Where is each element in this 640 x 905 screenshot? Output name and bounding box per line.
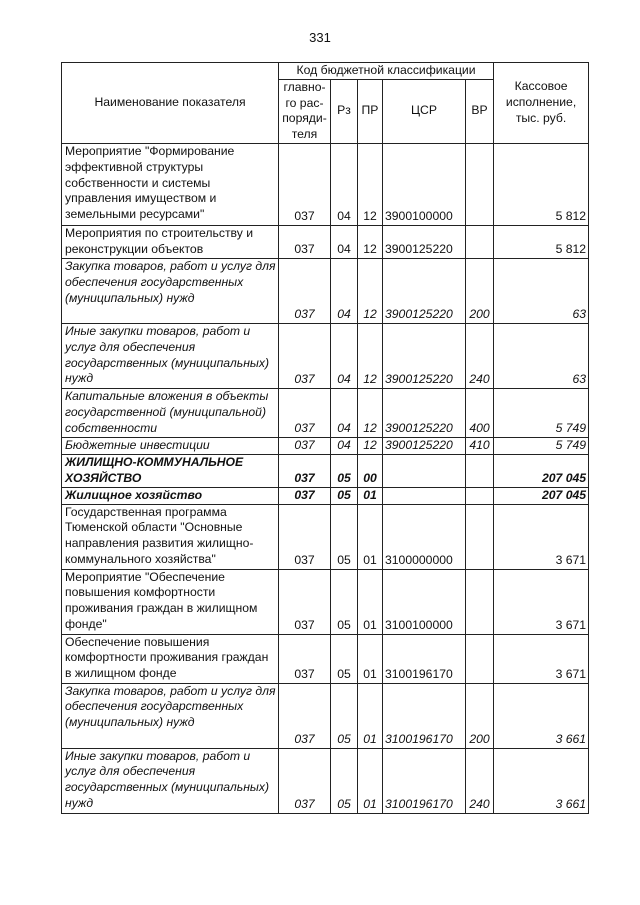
row-glavn: 037 bbox=[279, 225, 331, 258]
table-row bbox=[62, 569, 589, 634]
row-amount: 3 671 bbox=[494, 634, 589, 683]
row-glavn: 037 bbox=[279, 487, 331, 504]
header-amount: Кассовое исполнение, тыс. руб. bbox=[494, 63, 589, 144]
header-vr: ВР bbox=[466, 79, 494, 143]
row-rz: 04 bbox=[331, 323, 358, 388]
row-pr: 01 bbox=[358, 683, 383, 748]
row-amount: 5 812 bbox=[494, 225, 589, 258]
header-row-top bbox=[62, 63, 589, 80]
row-name: Жилищное хозяйство bbox=[62, 487, 279, 504]
row-glavn: 037 bbox=[279, 634, 331, 683]
row-csr: 3100196170 bbox=[383, 634, 466, 683]
row-amount: 3 661 bbox=[494, 683, 589, 748]
row-amount: 5 749 bbox=[494, 388, 589, 437]
row-name: Закупка товаров, работ и услуг для обеспечения государственных (муниципальных) нужд bbox=[62, 258, 279, 323]
row-pr: 12 bbox=[358, 143, 383, 225]
row-vr bbox=[466, 454, 494, 487]
row-pr: 01 bbox=[358, 634, 383, 683]
header-pr: ПР bbox=[358, 79, 383, 143]
table-row bbox=[62, 323, 589, 388]
row-name: Иные закупки товаров, работ и услуг для обеспечения государственных (муниципальных) нужд bbox=[62, 323, 279, 388]
row-glavn: 037 bbox=[279, 454, 331, 487]
row-pr: 12 bbox=[358, 258, 383, 323]
row-pr: 00 bbox=[358, 454, 383, 487]
row-csr: 3900125220 bbox=[383, 225, 466, 258]
row-vr: 400 bbox=[466, 388, 494, 437]
table-row bbox=[62, 487, 589, 504]
table-row bbox=[62, 454, 589, 487]
header-glavn: главно-го рас-поряди-теля bbox=[279, 79, 331, 143]
row-rz: 05 bbox=[331, 748, 358, 813]
row-csr: 3100196170 bbox=[383, 683, 466, 748]
row-csr: 3100000000 bbox=[383, 504, 466, 569]
row-vr: 240 bbox=[466, 748, 494, 813]
row-glavn: 037 bbox=[279, 569, 331, 634]
row-name: Иные закупки товаров, работ и услуг для обеспечения государственных (муниципальных) нужд bbox=[62, 748, 279, 813]
row-name: Обеспечение повышения комфортности проживания граждан в жилищном фонде bbox=[62, 634, 279, 683]
row-amount: 3 671 bbox=[494, 504, 589, 569]
table-row bbox=[62, 143, 589, 225]
table-row bbox=[62, 437, 589, 454]
row-vr bbox=[466, 225, 494, 258]
row-csr bbox=[383, 454, 466, 487]
row-vr bbox=[466, 569, 494, 634]
header-name: Наименование показателя bbox=[62, 63, 279, 144]
header-rz: Рз bbox=[331, 79, 358, 143]
row-csr: 3900125220 bbox=[383, 388, 466, 437]
row-rz: 04 bbox=[331, 437, 358, 454]
row-glavn: 037 bbox=[279, 258, 331, 323]
row-pr: 12 bbox=[358, 323, 383, 388]
row-pr: 12 bbox=[358, 437, 383, 454]
table-row bbox=[62, 683, 589, 748]
row-vr bbox=[466, 634, 494, 683]
row-glavn: 037 bbox=[279, 437, 331, 454]
row-pr: 12 bbox=[358, 388, 383, 437]
row-rz: 05 bbox=[331, 683, 358, 748]
row-name: Капитальные вложения в объекты государственной (муниципальной) собственности bbox=[62, 388, 279, 437]
row-rz: 05 bbox=[331, 454, 358, 487]
row-vr: 200 bbox=[466, 683, 494, 748]
row-vr bbox=[466, 487, 494, 504]
row-csr: 3900125220 bbox=[383, 258, 466, 323]
row-pr: 12 bbox=[358, 225, 383, 258]
row-name: Мероприятие "Формирование эффективной структуры собственности и системы управления имуществом и земельными ресурсами" bbox=[62, 143, 279, 225]
row-amount: 5 749 bbox=[494, 437, 589, 454]
row-glavn: 037 bbox=[279, 143, 331, 225]
row-csr bbox=[383, 487, 466, 504]
row-pr: 01 bbox=[358, 504, 383, 569]
row-amount: 207 045 bbox=[494, 454, 589, 487]
row-rz: 04 bbox=[331, 143, 358, 225]
row-name: Мероприятия по строительству и реконструкции объектов bbox=[62, 225, 279, 258]
row-csr: 3100100000 bbox=[383, 569, 466, 634]
header-csr: ЦСР bbox=[383, 79, 466, 143]
table-row bbox=[62, 748, 589, 813]
row-amount: 3 661 bbox=[494, 748, 589, 813]
row-glavn: 037 bbox=[279, 504, 331, 569]
row-rz: 04 bbox=[331, 225, 358, 258]
budget-table bbox=[61, 62, 589, 814]
table-row bbox=[62, 388, 589, 437]
row-rz: 05 bbox=[331, 634, 358, 683]
table-row bbox=[62, 634, 589, 683]
row-vr: 240 bbox=[466, 323, 494, 388]
row-vr bbox=[466, 504, 494, 569]
row-pr: 01 bbox=[358, 487, 383, 504]
row-rz: 05 bbox=[331, 487, 358, 504]
row-name: ЖИЛИЩНО-КОММУНАЛЬНОЕ ХОЗЯЙСТВО bbox=[62, 454, 279, 487]
row-csr: 3100196170 bbox=[383, 748, 466, 813]
row-amount: 207 045 bbox=[494, 487, 589, 504]
row-glavn: 037 bbox=[279, 388, 331, 437]
row-amount: 63 bbox=[494, 323, 589, 388]
row-vr: 200 bbox=[466, 258, 494, 323]
row-name: Закупка товаров, работ и услуг для обеспечения государственных (муниципальных) нужд bbox=[62, 683, 279, 748]
row-glavn: 037 bbox=[279, 323, 331, 388]
table-row bbox=[62, 258, 589, 323]
row-vr: 410 bbox=[466, 437, 494, 454]
row-rz: 05 bbox=[331, 569, 358, 634]
row-glavn: 037 bbox=[279, 748, 331, 813]
row-name: Бюджетные инвестиции bbox=[62, 437, 279, 454]
row-name: Мероприятие "Обеспечение повышения комфортности проживания граждан в жилищном фонде" bbox=[62, 569, 279, 634]
row-name: Государственная программа Тюменской области "Основные направления развития жилищно-коммунального хозяйства" bbox=[62, 504, 279, 569]
row-glavn: 037 bbox=[279, 683, 331, 748]
row-csr: 3900125220 bbox=[383, 437, 466, 454]
row-amount: 3 671 bbox=[494, 569, 589, 634]
row-pr: 01 bbox=[358, 569, 383, 634]
row-csr: 3900100000 bbox=[383, 143, 466, 225]
row-csr: 3900125220 bbox=[383, 323, 466, 388]
row-amount: 63 bbox=[494, 258, 589, 323]
row-pr: 01 bbox=[358, 748, 383, 813]
row-vr bbox=[466, 143, 494, 225]
row-rz: 04 bbox=[331, 258, 358, 323]
page-number: 331 bbox=[309, 30, 331, 45]
header-code-group: Код бюджетной классификации bbox=[279, 63, 494, 80]
row-amount: 5 812 bbox=[494, 143, 589, 225]
table-row bbox=[62, 225, 589, 258]
row-rz: 04 bbox=[331, 388, 358, 437]
table-row bbox=[62, 504, 589, 569]
row-rz: 05 bbox=[331, 504, 358, 569]
